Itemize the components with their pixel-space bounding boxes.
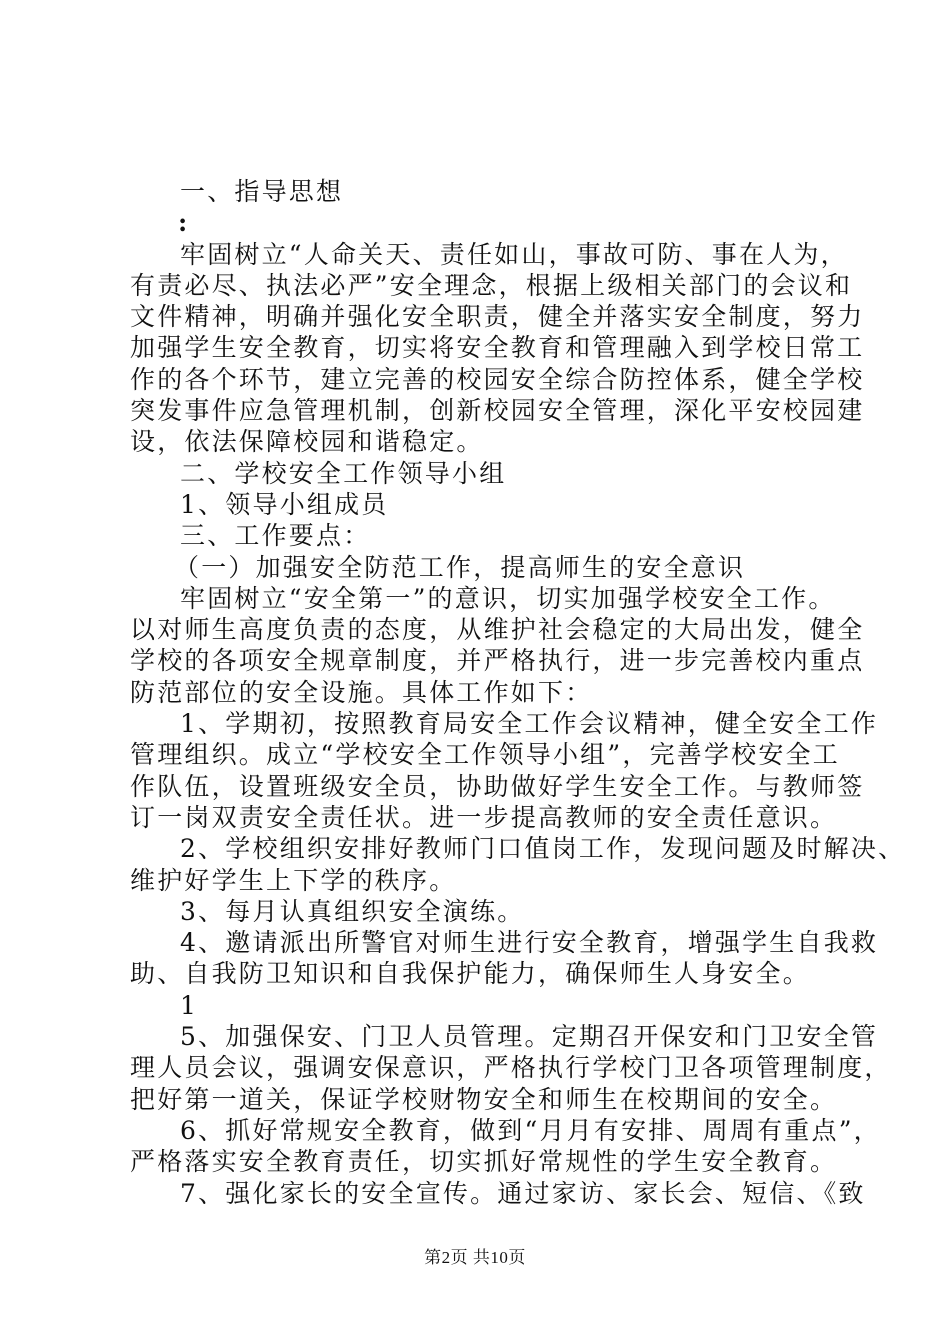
document-body — [130, 176, 906, 1209]
document-line: 二、学校安全工作领导小组 — [180, 458, 507, 488]
document-line: 5、加强保安、门卫人员管理。定期召开保安和门卫安全管 — [180, 1022, 879, 1052]
document-line: 助、自我防卫知识和自我保护能力，确保师生人身安全。 — [130, 959, 811, 989]
document-line: 设，依法保障校园和谐稳定。 — [130, 427, 484, 457]
document-line: 作的各个环节，建立完善的校园安全综合防控体系，健全学校 — [130, 364, 865, 394]
document-line: 一、指导思想 — [180, 177, 344, 206]
document-line: 严格落实安全教育责任，切实抓好常规性的学生安全教育。 — [130, 1147, 838, 1177]
document-line: 学校的各项安全规章制度，并严格执行，进一步完善校内重点 — [130, 646, 865, 676]
document-line: 2、学校组织安排好教师门口值岗工作，发现问题及时解决、 — [180, 834, 906, 864]
document-line: 三、工作要点： — [180, 521, 371, 551]
document-line: 加强学生安全教育，切实将安全教育和管理融入到学校日常工 — [130, 333, 865, 363]
document-line: 1、领导小组成员 — [180, 489, 389, 519]
document-line: 文件精神，明确并强化安全职责，健全并落实安全制度，努力 — [130, 302, 865, 332]
document-line: 理人员会议，强调安保意识，严格执行学校门卫各项管理制度， — [130, 1053, 892, 1083]
document-line: 维护好学生上下学的秩序。 — [130, 865, 457, 895]
document-line: 1、学期初，按照教育局安全工作会议精神，健全安全工作 — [180, 709, 879, 739]
document-line: 牢固树立“安全第一”的意识，切实加强学校安全工作。 — [180, 583, 836, 613]
document-line: 防范部位的安全设施。具体工作如下： — [130, 677, 593, 707]
document-line: 突发事件应急管理机制，创新校园安全管理，深化平安校园建 — [130, 396, 865, 426]
document-line: 管理组织。成立“学校安全工作领导小组”，完善学校安全工 — [130, 740, 840, 770]
document-line: 作队伍，设置班级安全员，协助做好学生安全工作。与教师签 — [130, 771, 865, 801]
document-line: 3、每月认真组织安全演练。 — [180, 896, 525, 926]
document-line: 以对师生高度负责的态度，从维护社会稳定的大局出发，健全 — [130, 615, 865, 645]
document-line: : — [178, 208, 190, 238]
document-line: （一）加强安全防范工作，提高师生的安全意识 — [174, 552, 746, 582]
document-line: 7、强化家长的安全宣传。通过家访、家长会、短信、《致 — [180, 1178, 866, 1208]
document-line: 牢固树立“人命关天、责任如山，事故可防、事在人为， — [180, 239, 848, 269]
document-line: 订一岗双责安全责任状。进一步提高教师的安全责任意识。 — [130, 802, 838, 832]
document-line: 把好第一道关，保证学校财物安全和师生在校期间的安全。 — [130, 1084, 838, 1114]
document-line: 6、抓好常规安全教育，做到“月月有安排、周周有重点”， — [180, 1115, 881, 1145]
document-line: 1 — [180, 990, 199, 1020]
document-line: 4、邀请派出所警官对师生进行安全教育，增强学生自我救 — [180, 928, 879, 958]
page-footer: 第2页 共10页 — [424, 1248, 526, 1267]
document-line: 有责必尽、执法必严”安全理念，根据上级相关部门的会议和 — [130, 270, 853, 300]
